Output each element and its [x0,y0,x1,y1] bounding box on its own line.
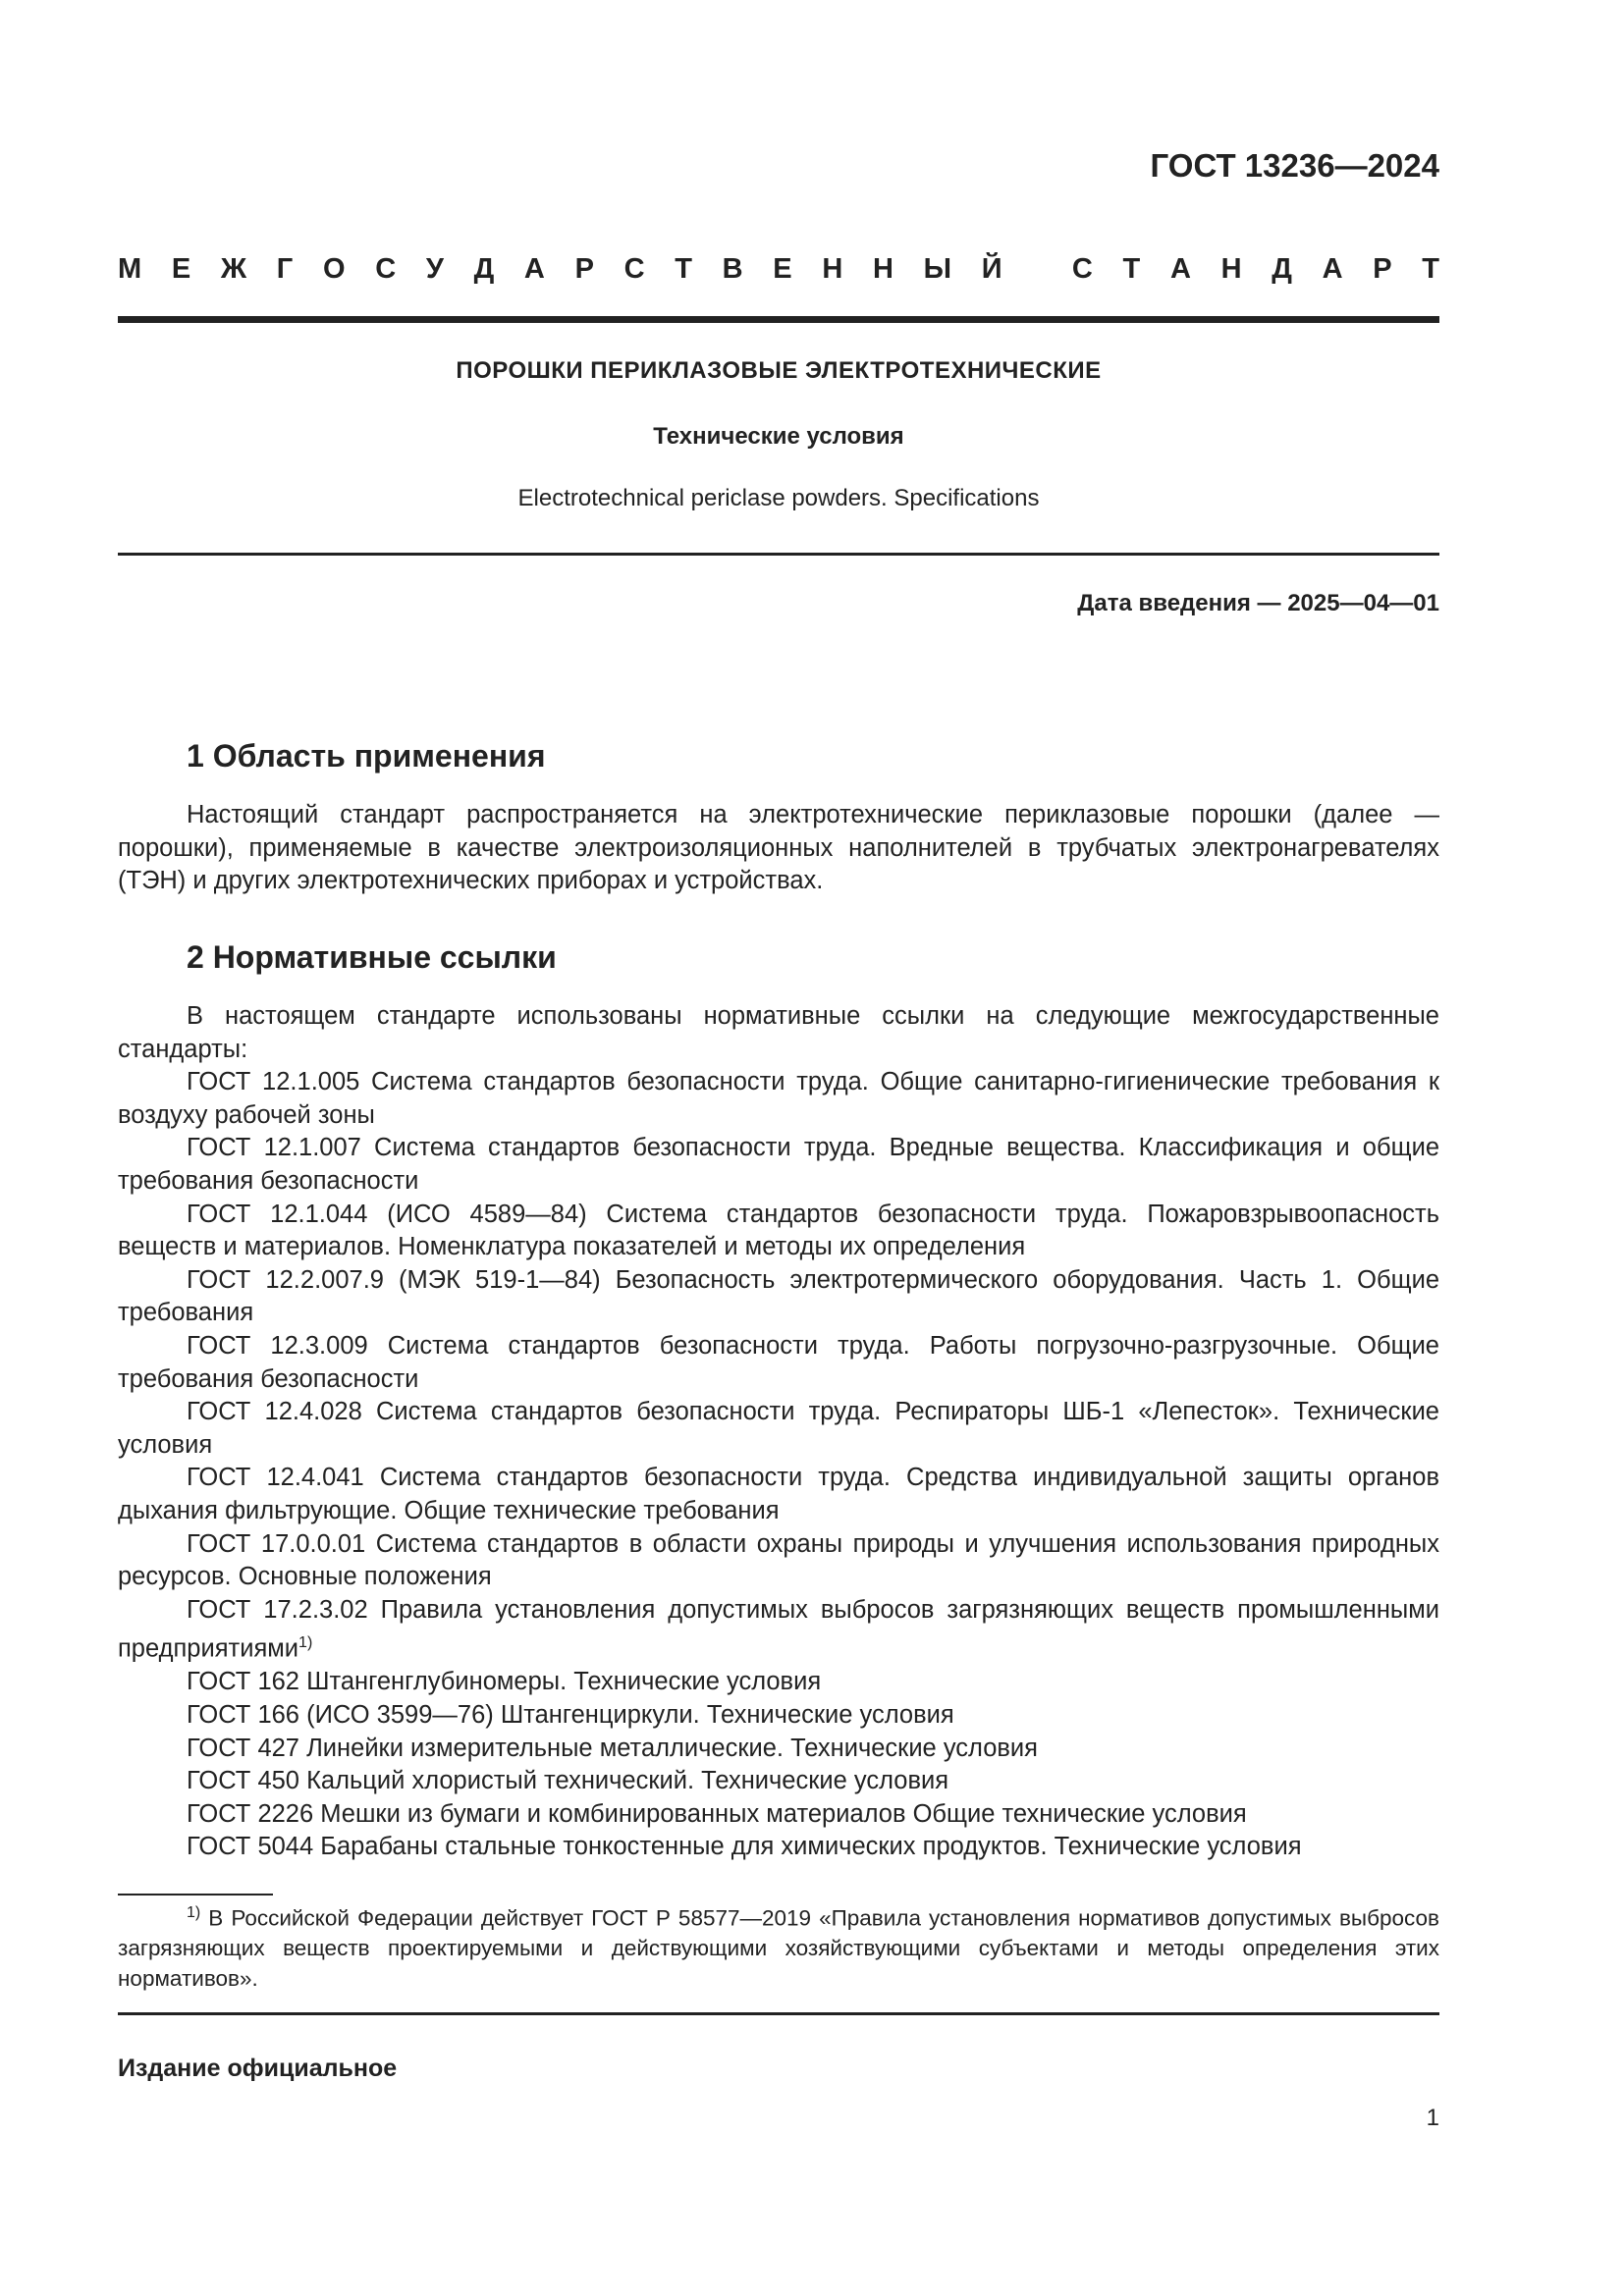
standard-type-letter: А [1322,253,1343,285]
section-2-body [118,1000,1439,1864]
reference-item [118,1594,1439,1667]
reference-item [118,1066,1439,1132]
standard-type-letter: С [375,253,397,285]
standard-type-letter: С [1071,253,1093,285]
standard-type-letter: М [118,253,142,285]
footnote [118,1898,1439,1994]
standard-title: ПОРОШКИ ПЕРИКЛАЗОВЫЕ ЭЛЕКТРОТЕХНИЧЕСКИЕ [456,357,1102,384]
reference-text: ГОСТ 12.1.007 Система стандартов безопасности труда. Вредные вещества. Классификация и общие требования безопасности [118,1134,1439,1195]
standard-type-letter: Н [1220,253,1242,285]
standard-type-letter: Т [1422,253,1439,285]
section-1-paragraph: Настоящий стандарт распространяется на электротехнические периклазовые порошки (далее — порошки), применяемые в качестве электроизоляционных наполнителей в трубчатых электронагревателях (ТЭН) и других электротехнических приборах и устройствах. [118,801,1439,895]
reference-item [118,1132,1439,1198]
reference-text: ГОСТ 12.4.028 Система стандартов безопасности труда. Респираторы ШБ-1 «Лепесток». Технические условия [118,1398,1439,1459]
standard-type-letter: Р [1373,253,1392,285]
footnote-divider [118,1894,273,1896]
reference-item [118,1699,1439,1733]
reference-text: ГОСТ 166 (ИСО 3599—76) Штангенциркули. Технические условия [187,1700,954,1729]
standard-type-letter: У [425,253,444,285]
reference-text: ГОСТ 17.0.0.01 Система стандартов в области охраны природы и улучшения использования природных ресурсов. Основные положения [118,1529,1439,1591]
standard-type-letter: Д [1272,253,1292,285]
reference-item [118,1528,1439,1594]
reference-item [118,1765,1439,1798]
standard-type-letter: Т [1122,253,1141,285]
standard-type-letter: В [722,253,743,285]
reference-item [118,1264,1439,1330]
standard-type-letter: Е [171,253,191,285]
reference-text: ГОСТ 5044 Барабаны стальные тонкостенные для химических продуктов. Технические условия [187,1833,1302,1861]
standard-subtitle: Технические условия [653,423,904,450]
standard-type-heading [118,253,1439,286]
reference-text: ГОСТ 12.1.005 Система стандартов безопасности труда. Общие санитарно-гигиенические требования к воздуху рабочей зоны [118,1068,1439,1129]
standard-type-letter: Е [773,253,792,285]
reference-item [118,1462,1439,1527]
standard-type-letter: Н [872,253,893,285]
section-2-intro: В настоящем стандарте использованы нормативные ссылки на следующие межгосударственные стандарты: [118,1002,1439,1063]
reference-item [118,1733,1439,1766]
title-divider [118,553,1439,556]
standard-type-letter: Ы [923,253,951,285]
reference-item [118,1666,1439,1699]
footer-divider [118,2012,1439,2015]
footnote-text: В Российской Федерации действует ГОСТ Р 58577—2019 «Правила установления нормативов допустимых выбросов загрязняющих веществ проектируемыми и действующими хозяйствующими субъектами и методы определения этих нормативов». [118,1905,1439,1991]
section-1-body [118,799,1439,898]
section-2-heading: 2 Нормативные ссылки [187,939,557,975]
reference-text: ГОСТ 2226 Мешки из бумаги и комбинированных материалов Общие технические условия [187,1799,1247,1828]
normative-references-list [118,1066,1439,1864]
standard-type-letter: Г [276,253,294,285]
standard-type-letter: Ж [220,253,247,285]
reference-item [118,1798,1439,1832]
reference-text: ГОСТ 12.3.009 Система стандартов безопасности труда. Работы погрузочно-разгрузочные. Общие требования безопасности [118,1331,1439,1393]
reference-text: ГОСТ 17.2.3.02 Правила установления допустимых выбросов загрязняющих веществ промышленными предприятиями [118,1595,1439,1663]
reference-footnote-mark: 1) [298,1634,313,1652]
section-1-heading: 1 Область применения [187,738,546,774]
header-divider [118,316,1439,323]
reference-item [118,1330,1439,1396]
standard-type-letter: А [1169,253,1191,285]
standard-type-letter: Н [822,253,843,285]
reference-item [118,1199,1439,1264]
standard-type-letter: Р [574,253,594,285]
introduction-date: Дата введения — 2025—04—01 [1077,590,1439,616]
reference-text: ГОСТ 12.2.007.9 (МЭК 519-1—84) Безопасность электротермического оборудования. Часть 1. Общие требования [118,1265,1439,1327]
standard-english-title: Electrotechnical periclase powders. Specifications [517,485,1040,511]
standard-type-letter [1032,253,1042,286]
reference-item [118,1396,1439,1462]
standard-number: ГОСТ 13236—2024 [1150,147,1439,184]
standard-type-letter: А [523,253,545,285]
reference-text: ГОСТ 12.4.041 Система стандартов безопасности труда. Средства индивидуальной защиты органов дыхания фильтрующие. Общие технические требования [118,1464,1439,1524]
reference-item [118,1831,1439,1864]
footnote-mark: 1) [187,1904,201,1921]
page-number: 1 [1426,2105,1439,2131]
standard-type-letter: Т [675,253,692,285]
standard-type-letter: Й [981,253,1002,285]
standard-type-letter: О [322,253,346,285]
reference-text: ГОСТ 162 Штангенглубиномеры. Технические условия [187,1668,822,1696]
edition-label: Издание официальное [118,2055,398,2082]
standard-type-letter: Д [473,253,495,285]
reference-text: ГОСТ 12.1.044 (ИСО 4589—84) Система стандартов безопасности труда. Пожаровзрывоопасность веществ и материалов. Номенклатура показателей и методы их определения [118,1200,1439,1261]
reference-text: ГОСТ 450 Кальций хлористый технический. Технические условия [187,1767,949,1795]
reference-text: ГОСТ 427 Линейки измерительные металлические. Технические условия [187,1734,1038,1762]
standard-type-letter: С [623,253,645,285]
